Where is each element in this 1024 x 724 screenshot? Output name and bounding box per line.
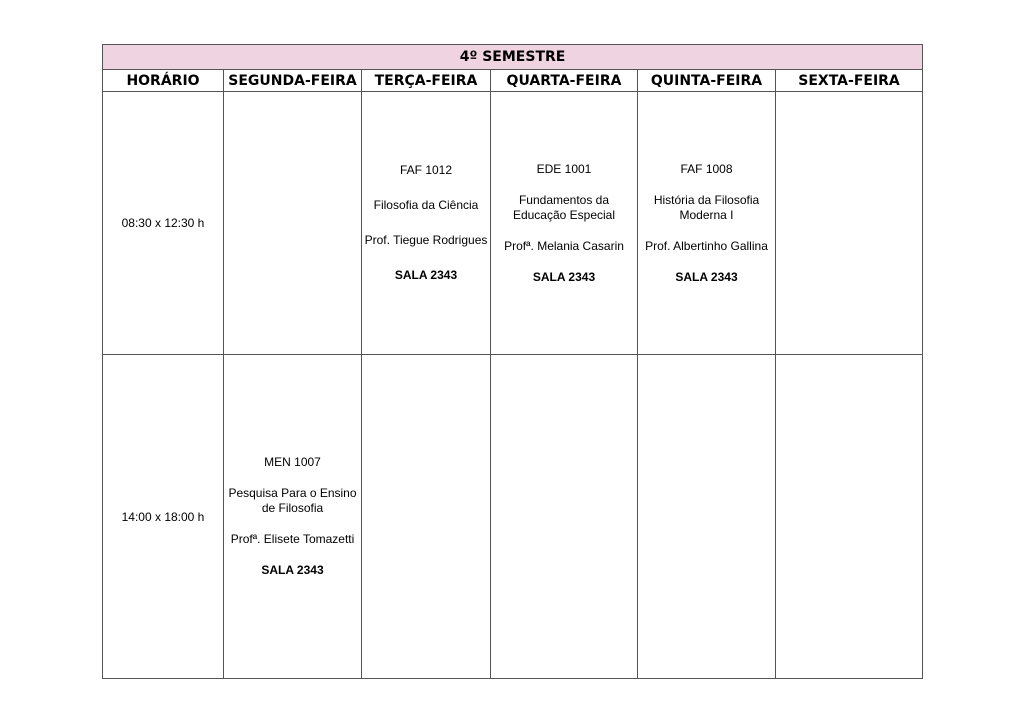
class-block bbox=[491, 162, 637, 285]
professor-name: Prof. Albertinho Gallina bbox=[645, 238, 768, 253]
room-label: SALA 2343 bbox=[394, 268, 458, 282]
room-label: SALA 2343 bbox=[261, 563, 324, 577]
course-code: MEN 1007 bbox=[264, 455, 321, 469]
room-label: SALA 2343 bbox=[532, 269, 596, 284]
course-name: Filosofia da Ciência bbox=[373, 198, 479, 212]
table-row-afternoon bbox=[103, 355, 923, 679]
empty-cell bbox=[224, 92, 362, 355]
class-block bbox=[638, 162, 775, 285]
professor-name: Profª. Elisete Tomazetti bbox=[230, 532, 355, 546]
header-terca: TERÇA-FEIRA bbox=[362, 70, 491, 92]
time-cell: 14:00 x 18:00 h bbox=[103, 355, 224, 679]
course-name-line1: História da Filosofia bbox=[653, 192, 760, 207]
class-block bbox=[362, 163, 490, 283]
course-name-line2: Moderna I bbox=[679, 207, 734, 222]
empty-cell bbox=[362, 355, 491, 679]
empty-cell bbox=[638, 355, 776, 679]
course-code: FAF 1012 bbox=[399, 163, 453, 177]
professor-name: Profª. Melania Casarin bbox=[504, 238, 624, 253]
title-row bbox=[103, 45, 923, 70]
class-cell-terca bbox=[362, 92, 491, 355]
empty-cell bbox=[776, 355, 923, 679]
header-segunda: SEGUNDA-FEIRA bbox=[224, 70, 362, 92]
course-code: FAF 1008 bbox=[680, 161, 733, 176]
course-name-line2: Educação Especial bbox=[512, 207, 616, 222]
course-code: EDE 1001 bbox=[536, 161, 592, 176]
table-row-morning bbox=[103, 92, 923, 355]
class-block bbox=[224, 455, 361, 578]
empty-cell bbox=[776, 92, 923, 355]
class-cell-segunda bbox=[224, 355, 362, 679]
course-name-line1: Fundamentos da bbox=[518, 192, 610, 207]
header-horario: HORÁRIO bbox=[103, 70, 224, 92]
empty-cell bbox=[491, 355, 638, 679]
time-cell: 08:30 x 12:30 h bbox=[103, 92, 224, 355]
class-cell-quinta bbox=[638, 92, 776, 355]
header-quinta: QUINTA-FEIRA bbox=[638, 70, 776, 92]
header-sexta: SEXTA-FEIRA bbox=[776, 70, 923, 92]
semester-title: 4º SEMESTRE bbox=[103, 45, 923, 70]
course-name-line1: Pesquisa Para o Ensino bbox=[228, 486, 357, 500]
header-row bbox=[103, 70, 923, 92]
schedule-table bbox=[102, 44, 923, 679]
room-label: SALA 2343 bbox=[675, 269, 738, 284]
course-name-line2: de Filosofia bbox=[261, 501, 324, 515]
professor-name: Prof. Tiegue Rodrigues bbox=[364, 233, 488, 247]
class-cell-quarta bbox=[491, 92, 638, 355]
header-quarta: QUARTA-FEIRA bbox=[491, 70, 638, 92]
